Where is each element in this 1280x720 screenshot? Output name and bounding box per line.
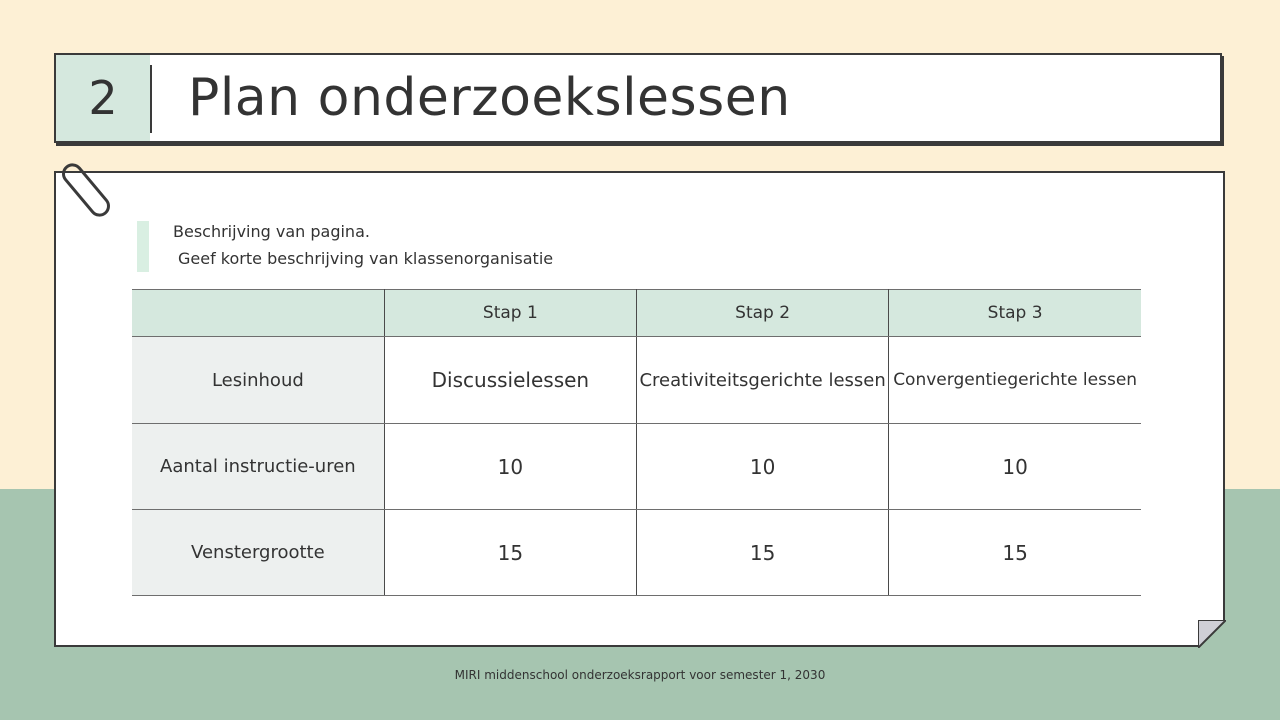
table-cell: 10 — [637, 424, 889, 510]
table-cell: Convergentiegerichte lessen — [889, 337, 1141, 424]
table-cell: 10 — [384, 424, 636, 510]
row-label: Venstergrootte — [132, 510, 384, 596]
table-header-cell — [132, 290, 384, 337]
table-header-cell: Stap 1 — [384, 290, 636, 337]
description-line-2: Geef korte beschrijving van klassenorganisatie — [178, 249, 554, 268]
description-line-1: Beschrijving van pagina. — [173, 222, 370, 241]
table-cell: Discussielessen — [384, 337, 636, 424]
section-number: 2 — [56, 55, 150, 141]
table-cell: 15 — [637, 510, 889, 596]
title-divider — [150, 65, 152, 133]
description-accent-bar — [137, 221, 149, 272]
table-cell: Creativiteitsgerichte lessen — [637, 337, 889, 424]
table-header-row — [132, 290, 1141, 337]
page-fold-corner — [1198, 620, 1226, 648]
title-card — [54, 53, 1222, 143]
table-cell: 10 — [889, 424, 1141, 510]
row-label: Lesinhoud — [132, 337, 384, 424]
table-cell: 15 — [384, 510, 636, 596]
table-header-cell: Stap 3 — [889, 290, 1141, 337]
row-label: Aantal instructie-uren — [132, 424, 384, 510]
table-row — [132, 510, 1141, 596]
table-row — [132, 337, 1141, 424]
page-title: Plan onderzoekslessen — [188, 68, 791, 128]
lesson-plan-table — [132, 289, 1141, 596]
table-header-cell: Stap 2 — [637, 290, 889, 337]
table-row — [132, 424, 1141, 510]
footer-text: MIRI middenschool onderzoeksrapport voor semester 1, 2030 — [454, 668, 826, 682]
paperclip-icon — [58, 158, 114, 222]
table-cell: 15 — [889, 510, 1141, 596]
